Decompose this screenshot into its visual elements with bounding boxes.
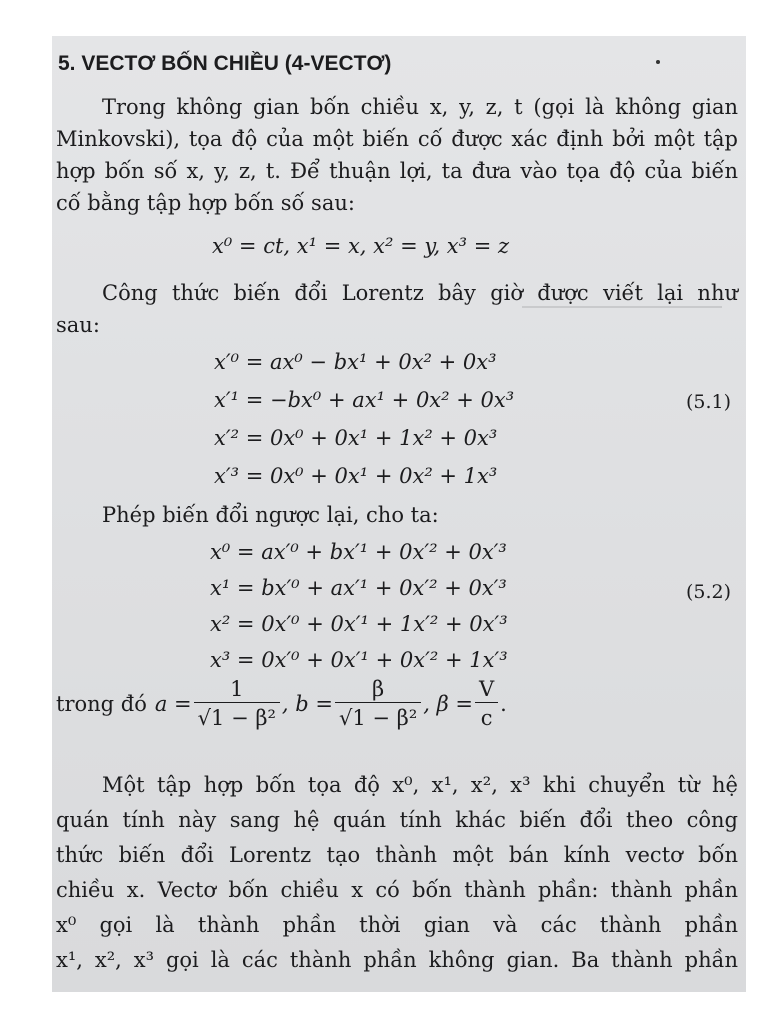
eq52-line1: x⁰ = ax′⁰ + bx′¹ + 0x′² + 0x′³ [210, 540, 507, 564]
a-fraction [194, 676, 280, 731]
eq52-line4: x³ = 0x′⁰ + 0x′¹ + 0x′² + 1x′³ [210, 648, 508, 672]
a-numerator: 1 [194, 676, 280, 703]
beta-numerator: V [475, 676, 498, 703]
section-heading: 5. VECTƠ BỐN CHIỀU (4-VECTƠ) [58, 52, 392, 75]
eq52-line2: x¹ = bx′⁰ + ax′¹ + 0x′² + 0x′³ [210, 576, 507, 600]
coordinates-equation: x⁰ = ct, x¹ = x, x² = y, x³ = z [212, 234, 510, 258]
para1-line4: cố bằng tập hợp bốn số sau: [56, 191, 355, 215]
para4-line2: quán tính này sang hệ quán tính khác biến đổi theo công [56, 808, 738, 832]
b-lhs: , b = [281, 691, 333, 716]
para1-line3: hợp bốn số x, y, z, t. Để thuận lợi, ta đưa vào tọa độ của biến [56, 159, 738, 183]
para2-line1: Công thức biến đổi Lorentz bây giờ được viết lại như [102, 281, 738, 305]
eq51-line4: x′³ = 0x⁰ + 0x¹ + 0x² + 1x³ [214, 464, 498, 488]
para1-line2: Minkovski), tọa độ của một biến cố được xác định bởi một tập [56, 127, 738, 151]
eq51-number: (5.1) [686, 391, 732, 413]
eq51-line2: x′¹ = −bx⁰ + ax¹ + 0x² + 0x³ [214, 388, 515, 412]
para4-line5: x⁰ gọi là thành phần thời gian và các thành phần [56, 913, 738, 937]
beta-lhs: , β = [423, 691, 473, 716]
para4-line6: x¹, x², x³ gọi là các thành phần không gian. Ba thành phần [56, 948, 738, 972]
para2-line2: sau: [56, 313, 100, 337]
eq52-line3: x² = 0x′⁰ + 0x′¹ + 1x′² + 0x′³ [210, 612, 508, 636]
speck-mark [656, 60, 660, 64]
para3: Phép biến đổi ngược lại, cho ta: [102, 503, 439, 527]
where-prefix: trong đó [56, 691, 147, 716]
b-denominator: √1 − β² [338, 706, 418, 730]
beta-denominator: c [480, 706, 493, 730]
b-numerator: β [335, 676, 421, 703]
a-denominator: √1 − β² [197, 706, 276, 730]
beta-fraction [475, 676, 498, 731]
para4-line3: thức biến đổi Lorentz tạo thành một bán kính vectơ bốn [56, 843, 738, 867]
definitions-end: . [500, 691, 507, 716]
b-fraction [335, 676, 421, 731]
definitions-line [56, 676, 507, 731]
eq52-number: (5.2) [686, 581, 732, 603]
a-lhs: a = [154, 691, 192, 716]
book-page [52, 36, 746, 992]
eq51-line3: x′² = 0x⁰ + 0x¹ + 1x² + 0x³ [214, 426, 498, 450]
para4-line1: Một tập hợp bốn tọa độ x⁰, x¹, x², x³ khi chuyển từ hệ [102, 773, 738, 797]
para4-line4: chiều x. Vectơ bốn chiều x có bốn thành phần: thành phần [56, 878, 738, 902]
para1-line1: Trong không gian bốn chiều x, y, z, t (gọi là không gian [102, 95, 738, 119]
eq51-line1: x′⁰ = ax⁰ − bx¹ + 0x² + 0x³ [214, 350, 497, 374]
